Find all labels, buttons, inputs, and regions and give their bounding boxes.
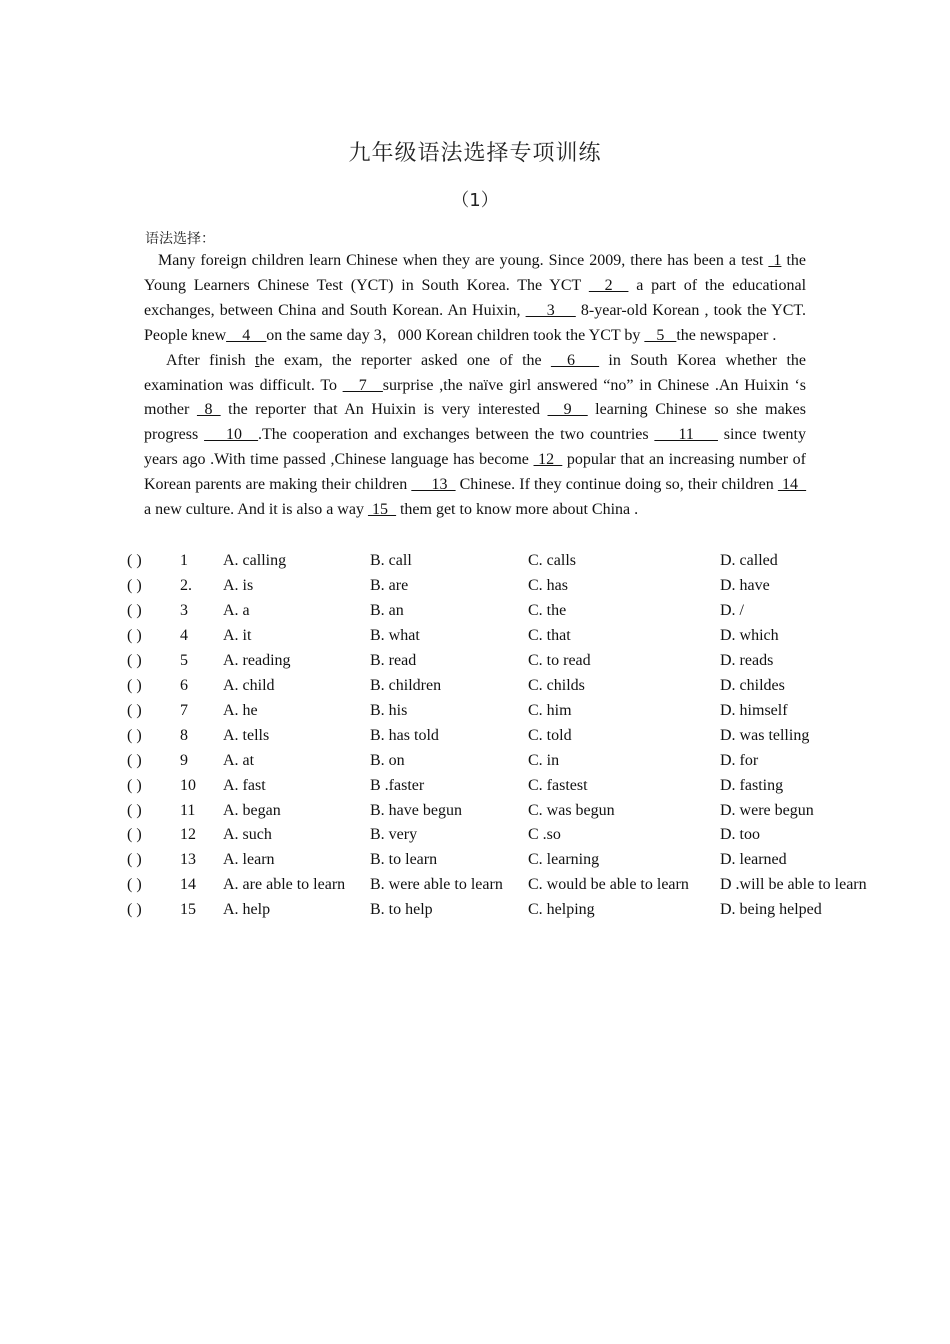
option-d[interactable]: D. / xyxy=(720,601,744,619)
question-number: 8 xyxy=(180,726,188,744)
passage-text: the Young Learners Chinese Test (YCT) in South Korea. The YCT xyxy=(144,252,807,294)
question-row xyxy=(0,623,950,648)
passage-text: Chinese. If they continue doing so, their children xyxy=(455,476,778,494)
answer-bracket[interactable]: ( ) xyxy=(127,626,142,644)
option-d[interactable]: D. fasting xyxy=(720,776,784,794)
question-number: 12 xyxy=(180,826,196,844)
passage-text: learning Chinese so she makes progress xyxy=(144,401,806,444)
answer-blank: 1 xyxy=(768,252,782,269)
passage-text: the newspaper . xyxy=(676,326,777,344)
answer-bracket[interactable]: ( ) xyxy=(127,726,142,744)
answer-blank: __10__ xyxy=(204,426,258,444)
reading-passage xyxy=(144,249,806,523)
question-number: 14 xyxy=(180,876,196,894)
option-c[interactable]: C. in xyxy=(528,751,560,769)
option-d[interactable]: D. was telling xyxy=(720,726,810,744)
option-a[interactable]: A. calling xyxy=(223,552,287,569)
answer-blank: 8_ xyxy=(196,401,221,419)
option-b[interactable]: B. what xyxy=(370,626,420,644)
option-a[interactable]: A. is xyxy=(223,576,254,594)
question-number: 10 xyxy=(180,776,196,794)
option-c[interactable]: C. told xyxy=(528,726,572,744)
question-row xyxy=(0,548,950,573)
answer-bracket[interactable]: ( ) xyxy=(127,601,142,619)
passage-text: in South Korea whether the examination was difficult. To xyxy=(144,351,807,394)
option-d[interactable]: D. for xyxy=(720,751,759,769)
option-a[interactable]: A. help xyxy=(223,901,271,919)
question-number: 11 xyxy=(180,801,196,819)
answer-blank: t xyxy=(255,351,260,369)
option-a[interactable]: A. are able to learn xyxy=(223,876,346,894)
answer-blank: __7__ xyxy=(342,376,383,394)
passage-text: .The cooperation and exchanges between the two countries xyxy=(257,426,655,444)
answer-bracket[interactable]: ( ) xyxy=(127,801,142,819)
option-a[interactable]: A. child xyxy=(223,676,275,694)
passage-text: since twenty years ago .With time passed ,Chinese language has become xyxy=(144,426,806,469)
question-number: 3 xyxy=(180,601,188,619)
passage-text: a new culture. And it is also a way xyxy=(144,501,368,519)
page-title: 九年级语法选择专项训练 xyxy=(348,141,602,166)
option-d[interactable]: D. called xyxy=(720,552,778,569)
answer-bracket[interactable]: ( ) xyxy=(127,701,142,719)
option-c[interactable]: C. learning xyxy=(528,851,600,869)
option-d[interactable]: D .will be able to learn xyxy=(720,876,867,894)
option-c[interactable]: C. helping xyxy=(528,901,595,919)
passage-text: on the same day 3，000 Korean children took the YCT by xyxy=(266,326,645,344)
option-c[interactable]: C. calls xyxy=(528,552,576,569)
question-row xyxy=(0,847,950,872)
answer-blank: 12_ xyxy=(533,451,563,469)
option-a[interactable]: A. such xyxy=(223,826,272,844)
question-number: 1 xyxy=(180,552,188,569)
question-number: 2. xyxy=(180,576,192,594)
option-b[interactable]: B. are xyxy=(370,576,409,594)
option-c[interactable]: C. him xyxy=(528,701,572,719)
answer-bracket[interactable]: ( ) xyxy=(127,651,142,669)
option-b[interactable]: B. call xyxy=(370,552,412,569)
question-number: 4 xyxy=(180,626,188,644)
passage-text: a part of the educational exchanges, between China and South Korean. An Huixin, xyxy=(144,276,807,319)
option-a[interactable]: A. he xyxy=(223,701,258,719)
option-d[interactable]: D. learned xyxy=(720,851,787,869)
option-d[interactable]: D. which xyxy=(720,626,779,644)
option-a[interactable]: A. began xyxy=(223,801,281,819)
option-d[interactable]: D. have xyxy=(720,576,770,594)
answer-bracket[interactable]: ( ) xyxy=(127,552,142,569)
question-row xyxy=(0,773,950,798)
answer-bracket[interactable]: ( ) xyxy=(127,876,142,894)
passage-text: he exam, the reporter asked one of the xyxy=(259,351,552,369)
question-row xyxy=(0,698,950,723)
question-row xyxy=(0,798,950,823)
option-d[interactable]: D. being helped xyxy=(720,901,822,919)
passage-text: surprise ,the naïve girl answered “no” in Chinese .An Huixin ‘s mother xyxy=(144,376,806,419)
answer-bracket[interactable]: ( ) xyxy=(127,676,142,694)
answer-blank: _5_ xyxy=(644,326,677,344)
option-b[interactable]: B .faster xyxy=(370,776,425,794)
answer-bracket[interactable]: ( ) xyxy=(127,826,142,844)
option-a[interactable]: A. at xyxy=(223,751,255,769)
option-b[interactable]: B. an xyxy=(370,601,404,619)
answer-blank: __6___ xyxy=(551,351,600,369)
question-row xyxy=(0,723,950,748)
answer-bracket[interactable]: ( ) xyxy=(127,751,142,769)
answer-bracket[interactable]: ( ) xyxy=(127,576,142,594)
passage-text: them get to know more about China . xyxy=(395,501,639,519)
answer-blank: __9__ xyxy=(547,401,588,419)
option-d[interactable]: D. were begun xyxy=(720,801,814,819)
option-b[interactable]: B. has told xyxy=(370,726,439,744)
page-subtitle: （1） xyxy=(451,190,499,211)
answer-bracket[interactable]: ( ) xyxy=(127,851,142,869)
answer-blank: __3__ xyxy=(525,301,576,319)
answer-blank: 14_ xyxy=(777,476,807,494)
section-label: 语法选择： xyxy=(145,231,215,247)
passage-text: After finish xyxy=(166,351,256,369)
question-number: 13 xyxy=(180,851,196,869)
option-b[interactable]: B. were able to learn xyxy=(370,876,503,894)
option-a[interactable]: A. learn xyxy=(223,851,275,869)
option-c[interactable]: C .so xyxy=(528,826,561,844)
option-c[interactable]: C. childs xyxy=(528,676,585,694)
option-b[interactable]: B. on xyxy=(370,751,405,769)
option-a[interactable]: A. tells xyxy=(223,726,270,744)
option-d[interactable]: D. too xyxy=(720,826,760,844)
passage-paragraph-1 xyxy=(144,249,806,349)
passage-text: popular that an increasing number of Korean parents are making their children xyxy=(144,451,807,494)
option-c[interactable]: C. fastest xyxy=(528,776,588,794)
option-b[interactable]: B. to help xyxy=(370,901,433,919)
answer-blank: __13_ xyxy=(411,476,456,494)
option-c[interactable]: C. the xyxy=(528,601,567,619)
answer-blank: ___11___ xyxy=(654,426,718,444)
answer-blank: __4__ xyxy=(226,326,267,344)
answer-bracket[interactable]: ( ) xyxy=(127,776,142,794)
option-d[interactable]: D. himself xyxy=(720,701,788,719)
passage-text: the reporter that An Huixin is very interested xyxy=(220,401,548,419)
question-number: 15 xyxy=(180,901,196,919)
question-row xyxy=(0,822,950,847)
option-c[interactable]: C. would be able to learn xyxy=(528,876,689,894)
option-b[interactable]: B. very xyxy=(370,826,418,844)
option-a[interactable]: A. fast xyxy=(223,776,266,794)
passage-text: Many foreign children learn Chinese when they are young. Since 2009, there has been a test xyxy=(158,252,769,269)
question-number: 9 xyxy=(180,751,188,769)
answer-blank: 15_ xyxy=(367,501,396,519)
answer-blank: _2_ xyxy=(588,276,629,294)
option-c[interactable]: C. that xyxy=(528,626,571,644)
option-d[interactable]: D. reads xyxy=(720,651,774,669)
question-row xyxy=(0,748,950,773)
option-c[interactable]: C. to read xyxy=(528,651,591,669)
answer-bracket[interactable]: ( ) xyxy=(127,901,142,919)
option-b[interactable]: B. to learn xyxy=(370,851,438,869)
question-number: 5 xyxy=(180,651,188,669)
question-row xyxy=(0,673,950,698)
question-row xyxy=(0,598,950,623)
question-row xyxy=(0,573,950,598)
option-d[interactable]: D. childes xyxy=(720,676,785,694)
option-c[interactable]: C. was begun xyxy=(528,801,615,819)
question-row xyxy=(0,897,950,922)
question-row xyxy=(0,872,950,897)
option-a[interactable]: A. reading xyxy=(223,651,291,669)
passage-paragraph-2 xyxy=(144,349,806,523)
option-b[interactable]: B. have begun xyxy=(370,801,462,819)
option-a[interactable]: A. it xyxy=(223,626,252,644)
question-number: 6 xyxy=(180,676,188,694)
option-b[interactable]: B. his xyxy=(370,701,408,719)
passage-text: 8-year-old Korean , took the YCT. People knew xyxy=(144,301,806,344)
question-row xyxy=(0,648,950,673)
option-b[interactable]: B. children xyxy=(370,676,442,694)
option-c[interactable]: C. has xyxy=(528,576,568,594)
question-number: 7 xyxy=(180,701,188,719)
option-a[interactable]: A. a xyxy=(223,601,250,619)
option-b[interactable]: B. read xyxy=(370,651,417,669)
